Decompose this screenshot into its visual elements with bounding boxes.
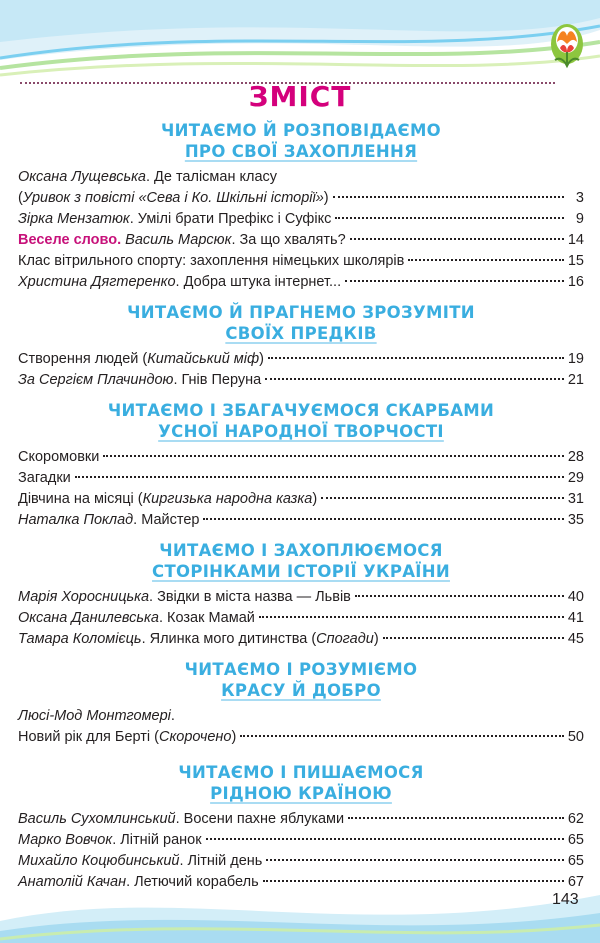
entry-author: Василь Марсюк [125,232,232,248]
toc-entry[interactable] [18,809,584,830]
section-title-line: ЧИТАЄМО Й ПРАГНЕМО ЗРОЗУМІТИ [127,303,475,322]
toc-entry[interactable] [18,167,584,209]
entry-page-number: 45 [567,631,584,647]
entry-author: Оксана Данилевська [18,610,159,626]
dot-leader [266,859,563,861]
entry-author: Тамара Коломієць [18,631,142,647]
dot-leader [408,259,564,261]
section-title-line: ЧИТАЄМО І ПИШАЄМОСЯ [178,763,424,782]
entry-paren: ) [312,491,318,507]
toc-entry[interactable] [18,851,584,872]
entry-page-number: 15 [567,253,584,269]
entry-title: . Звідки в міста назва — Львів [149,589,351,605]
section-title [18,659,584,701]
toc-entry[interactable] [18,230,584,251]
section-title [18,302,584,344]
entry-page-number: 40 [567,589,584,605]
entry-author: Анатолій Качан [18,874,127,890]
section-title-line: ПРО СВОЇ ЗАХОПЛЕННЯ [184,142,418,161]
section-title-line: РІДНОЮ КРАЇНОЮ [210,784,392,803]
section-title [18,400,584,442]
section-title-line: КРАСУ Й ДОБРО [221,681,381,700]
entry-title: . За що хвалять? [231,232,346,248]
toc-entry[interactable] [18,272,584,293]
dot-leader [335,217,564,219]
entry-author: Люсі-Мод Монтгомері [18,708,171,724]
toc-section [18,120,584,293]
toc-entry[interactable] [18,510,584,531]
page-title: ЗМІСТ [248,80,352,113]
entry-label: Веселе слово. [18,232,122,248]
entry-subtitle: Уривок з повісті «Сева і Ко. Шкільні історії» [22,190,324,206]
toc-entry[interactable] [18,706,584,748]
entry-title: . Козак Мамай [158,610,255,626]
toc-entry[interactable] [18,370,584,391]
entry-subtitle: Спогади [316,631,374,647]
section-title-line: ЧИТАЄМО І ЗБАГАЧУЄМОСЯ СКАРБАМИ [107,401,495,420]
dot-leader [345,280,564,282]
entry-author: Михайло Коцюбинський [18,853,180,869]
entry-author: Марія Хоросницька [18,589,150,605]
entry-title: . Летючий корабель [126,874,259,890]
entry-title: Дівчина на місяці ( [18,491,143,507]
entry-author: Христина Дягтеренко [18,274,176,290]
entry-page-number: 19 [567,351,584,367]
entry-author: Наталка Поклад [18,512,134,528]
entry-page-number: 41 [567,610,584,626]
dot-leader [203,518,563,520]
section-title-line: СВОЇХ ПРЕДКІВ [225,324,377,343]
entry-author: Оксана Лущевська [18,169,146,185]
entry-page-number: 62 [567,811,584,827]
entry-page-number: 3 [575,190,584,206]
entry-title: Створення людей ( [18,351,148,367]
entry-title: . Добра штука інтернет... [175,274,342,290]
table-of-contents [18,120,584,902]
toc-entry[interactable] [18,830,584,851]
entry-author: Василь Сухомлинський [18,811,176,827]
entry-page-number: 67 [567,874,584,890]
entry-title: . Восени пахне яблуками [175,811,345,827]
entry-subtitle: Киргизька народна казка [142,491,313,507]
dot-leader [350,238,564,240]
entry-page-number: 50 [567,729,584,745]
entry-title: Клас вітрильного спорту: захоплення німецьких школярів [18,253,405,269]
entry-page-number: 9 [575,211,584,227]
entry-page-number: 65 [567,853,584,869]
toc-section [18,400,584,531]
dot-leader [333,196,564,198]
toc-section [18,659,584,748]
toc-entry[interactable] [18,629,584,650]
page-number: 143 [552,891,579,908]
entry-title: . Ялинка мого дитинства ( [141,631,317,647]
entry-paren: ( [18,190,23,206]
section-title [18,762,584,804]
toc-entry[interactable] [18,251,584,272]
dot-leader [240,735,564,737]
entry-paren: ) [323,190,329,206]
entry-title: . Літній ранок [112,832,202,848]
entry-paren: ) [231,729,237,745]
entry-paren: ) [259,351,264,367]
entry-author: За Сергієм Плачиндою [18,372,174,388]
toc-entry[interactable] [18,468,584,489]
dot-leader [383,637,564,639]
dot-leader [321,497,564,499]
dot-leader [206,838,564,840]
section-title-line: СТОРІНКАМИ ІСТОРІЇ УКРАЇНИ [152,562,450,581]
entry-page-number: 14 [567,232,584,248]
entry-author: Марко Вовчок [18,832,113,848]
toc-entry[interactable] [18,489,584,510]
entry-title: . [170,708,175,724]
toc-entry[interactable] [18,209,584,230]
entry-title: Скоромовки [18,449,100,465]
entry-page-number: 16 [567,274,584,290]
flower-emblem-icon [545,18,589,70]
entry-title: . Умілі брати Префікс і Суфікс [129,211,332,227]
entry-page-number: 35 [567,512,584,528]
entry-title: . Літній день [179,853,263,869]
toc-entry[interactable] [18,587,584,608]
dot-leader [268,357,564,359]
dot-leader [75,476,564,478]
entry-subtitle: Китайський міф [147,351,260,367]
entry-title: . Майстер [133,512,200,528]
dot-leader [265,378,564,380]
dot-leader [103,455,564,457]
entry-subtitle: Скорочено [158,729,232,745]
dot-leader [348,817,564,819]
entry-title: Новий рік для Берті ( [18,729,159,745]
entry-page-number: 65 [567,832,584,848]
section-title [18,540,584,582]
section-title-line: ЧИТАЄМО Й РОЗПОВІДАЄМО [160,121,442,140]
toc-entry[interactable] [18,447,584,468]
section-title-line: ЧИТАЄМО І ЗАХОПЛЮЄМОСЯ [159,541,443,560]
entry-page-number: 28 [567,449,584,465]
toc-section [18,302,584,391]
entry-title: Загадки [18,470,71,486]
toc-section [18,540,584,650]
dot-leader [259,616,564,618]
entry-page-number: 21 [567,372,584,388]
entry-paren: ) [373,631,379,647]
section-title-line: УСНОЇ НАРОДНОЇ ТВОРЧОСТІ [158,422,444,441]
entry-page-number: 31 [567,491,584,507]
section-title [18,120,584,162]
entry-title: . Гнів Перуна [173,372,262,388]
footer-decoration [0,873,600,943]
entry-author: Зірка Мензатюк [18,211,130,227]
dot-leader [355,595,564,597]
toc-entry[interactable] [18,608,584,629]
entry-title: . Де талісман класу [145,169,278,185]
section-title-line: ЧИТАЄМО І РОЗУМІЄМО [184,660,418,679]
entry-page-number: 29 [567,470,584,486]
toc-entry[interactable] [18,349,584,370]
